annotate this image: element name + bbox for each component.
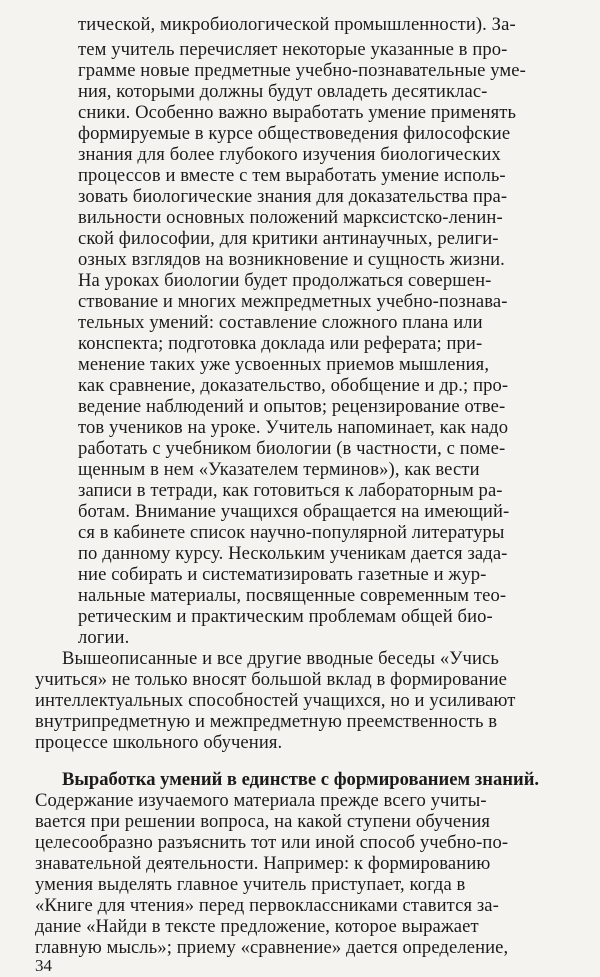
- text-line: «Книге для чтения» перед первоклассниками ставится за-: [35, 895, 499, 916]
- text-line: ретическим и практическим проблемам общей био-: [78, 606, 493, 627]
- text-line: работать с учебником биологии (в частности, с поме-: [78, 438, 506, 459]
- text-line: ствование и многих межпредметных учебно-познава-: [78, 291, 508, 312]
- text-line: тельных умений: составление сложного плана или: [78, 312, 483, 333]
- text-line: логии.: [78, 627, 130, 648]
- text-line: умения выделять главное учитель приступает, когда в: [35, 874, 466, 895]
- text-line: по данному курсу. Нескольким ученикам дается зада-: [78, 543, 508, 564]
- text-line: знания для более глубокого изучения биологических: [78, 144, 501, 165]
- text-line: Вышеописанные и все другие вводные беседы «Учись: [62, 648, 499, 669]
- text-line: тем учитель перечисляет некоторые указанные в про-: [78, 39, 508, 60]
- text-line: ние собирать и систематизировать газетные и жур-: [78, 564, 487, 585]
- text-line: На уроках биологии будет продолжаться совершен-: [78, 270, 492, 291]
- text-line: нальные материалы, посвященные современным тео-: [78, 585, 507, 606]
- text-line: дание «Найди в тексте предложение, которое выражает: [35, 916, 479, 937]
- text-line: озных взглядов на возникновение и сущность жизни.: [78, 249, 505, 270]
- text-line: ботам. Внимание учащихся обращается на имеющий-: [78, 501, 510, 522]
- text-line: вильности основных положений марксистско-ленин-: [78, 207, 503, 228]
- text-line: сники. Особенно важно выработать умение применять: [78, 102, 517, 123]
- text-line: главную мысль»; приему «сравнение» дается определение,: [35, 937, 509, 958]
- text-line: как сравнение, доказательство, обобщение и др.; про-: [78, 375, 509, 396]
- text-line: щенным в нем «Указателем терминов»), как вести: [78, 459, 480, 480]
- text-line: менение таких уже усвоенных приемов мышления,: [78, 354, 490, 375]
- text-line: записи в тетради, как готовиться к лабораторным ра-: [78, 480, 503, 501]
- text-line: внутрипредметную и межпредметную преемственность в: [35, 711, 498, 732]
- text-line: процессе школьного обучения.: [35, 732, 283, 753]
- page-number: 34: [35, 956, 52, 975]
- text-line: процессов и вместе с тем выработать умение исполь-: [78, 165, 506, 186]
- text-line: ся в кабинете список научно-популярной литературы: [78, 522, 505, 543]
- text-line: знавательной деятельности. Например: к формированию: [35, 853, 491, 874]
- text-line: целесообразно разъяснить тот или иной способ учебно-по-: [35, 832, 509, 853]
- text-line: конспекта; подготовка доклада или реферата; при-: [78, 333, 483, 354]
- text-line: Содержание изучаемого материала прежде всего учиты-: [35, 790, 487, 811]
- text-line: ской философии, для критики антинаучных, религи-: [78, 228, 499, 249]
- text-line: тической, микробиологической промышленности). За-: [78, 14, 516, 35]
- text-line: вается при решении вопроса, на какой ступени обучения: [35, 811, 491, 832]
- text-line: зовать биологические знания для доказательства пра-: [78, 186, 508, 207]
- text-line: интеллектуальных способностей учащихся, но и усиливают: [35, 690, 516, 711]
- text-line: тов учеников на уроке. Учитель напоминает, как надо: [78, 417, 509, 438]
- text-line: формируемые в курсе обществоведения философские: [78, 123, 511, 144]
- text-line: учиться» не только вносят большой вклад в формирование: [35, 669, 507, 690]
- section-heading: Выработка умений в единстве с формированием знаний.: [62, 769, 540, 790]
- text-line: грамме новые предметные учебно-познавательные уме-: [78, 60, 526, 81]
- text-line: ния, которыми должны будут овладеть десятиклас-: [78, 81, 488, 102]
- text-line: ведение наблюдений и опытов; рецензирование отве-: [78, 396, 506, 417]
